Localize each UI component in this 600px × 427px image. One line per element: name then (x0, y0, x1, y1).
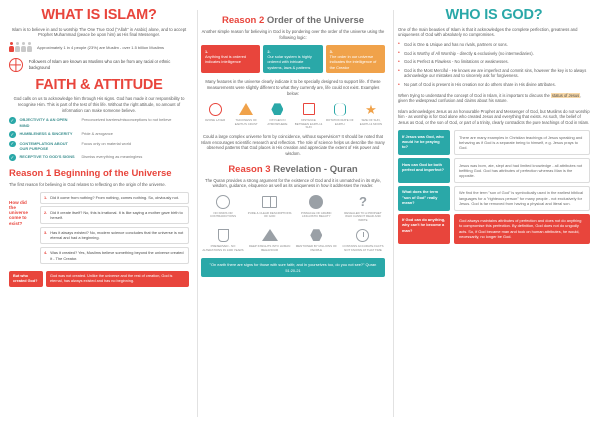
checklist-left-label: RECEPTIVE TO GOD'S SIGNS (19, 154, 75, 160)
person-icon (21, 42, 26, 53)
order-logic-cards (201, 45, 385, 73)
honeycomb-icon (294, 227, 338, 243)
icon-cell (201, 101, 229, 129)
list-item: • God is Perfect & Flawless - No limitations or weaknesses. (398, 59, 590, 65)
icon-cell (295, 101, 323, 129)
column-what-is-islam (0, 0, 196, 427)
card-text: Anything that is ordered indicates intelligence (205, 54, 247, 65)
card-text: Our solar system is highly ordered with intricate systems, laws & patterns (267, 54, 312, 70)
icon-cell (248, 194, 292, 222)
person-icon (9, 42, 14, 53)
list-item (9, 141, 189, 152)
faith-checklist (9, 117, 189, 161)
item-text: Did it create itself? No, this is irrational. It is like saying a mother gave birth to herself. (50, 209, 183, 221)
card-text: The order in our universe indicates the intelligence of the Creator (329, 54, 377, 70)
section-title-faith-attitude: FAITH & ATTITUDE (35, 76, 163, 93)
faith-lead-text: God calls on us to acknowledge him through His signs. God has made it our responsibility to recognise Him. This is part of the test of this life. Without the right attitude, no amount of information can make someone believe. (13, 96, 185, 113)
people-icon-group (9, 42, 32, 53)
list-item (40, 192, 189, 204)
icon-caption: DISTANCE BETWEEN EARTH & SUN (294, 118, 323, 130)
who-is-god-lead: One of the main beauties of Islam is that it acknowledges the complete perfection, greatness and uniqueness of God with absolutely no compromises. (398, 26, 578, 38)
highlight-status-of-jesus: status of Jesus (551, 92, 580, 98)
reason-2-lead: Another simple reason for believing in God is by pondering over the order of the universe using the following logic: (201, 28, 385, 40)
dna-icon (326, 101, 354, 117)
ring-icon (201, 101, 229, 117)
logic-card (201, 45, 260, 73)
checklist-left-label: HUMBLENESS & SINCERITY (19, 131, 73, 137)
icon-cell (248, 227, 292, 252)
item-number: 3. (44, 230, 48, 236)
page-title-who-is-god: WHO IS GOD? (445, 7, 543, 23)
icon-caption: SIZE OF SUN, EARTH & MOON (359, 118, 383, 126)
paragraph-part-a: When trying to understand the concept of God in Islam, it is important to discuss the (398, 92, 551, 98)
icon-cell (326, 101, 354, 129)
item-number: 4. (44, 250, 48, 256)
check-icon (9, 154, 16, 161)
card-number: 2. (267, 48, 271, 54)
qa-question: What does the term "son of God" really mean? (398, 186, 450, 211)
item-number: 2. (44, 209, 48, 215)
circle-filled-icon (294, 194, 338, 210)
icon-caption: PRESERVED - NO ALTERATIONS IN 1400 YEARS (202, 244, 244, 252)
reason-3-number: Reason 3 (228, 163, 271, 175)
qa-question: If God can do anything, why can't he become a man? (398, 214, 450, 244)
icon-caption: THICKNESS OF EARTH'S CRUST (234, 118, 258, 126)
qa-row (398, 214, 590, 244)
icon-cell (341, 227, 385, 252)
section-title-reason-3 (201, 165, 385, 175)
reason-2-closing: Could a large complex universe form by coincidence, without supervision? It should be noted that Islam encourages scientific research and reflection. The role of science helps us describe the many observed patterns that God places in His creation and appreciate the extent of His power and wisdom. (201, 133, 385, 156)
list-item: • God is the Most Merciful - He knows we are imperfect and commit sins, however the key is to always acknowledge our mistakes and to sincerely ask for forgiveness. (398, 68, 590, 79)
qa-question: If Jesus was God, who would he be praying to? (398, 130, 450, 155)
qa-row (398, 158, 590, 183)
card-number: 3. (329, 48, 333, 54)
triangle-icon (232, 101, 260, 117)
checklist-right-label: Preconceived barriers/misconceptions to not believe (81, 117, 172, 123)
checklist-right-label: Dismiss everything as meaningless (81, 154, 143, 160)
reason-2-body: Many features in the universe clearly indicate it to be specially designed to support life. If these measurements were slightly different to what they currently are, life could not exist. Examples below: (205, 79, 381, 96)
item-text: Has it always existed? No, modern science concludes that the universe is not eternal and had a beginning. (50, 230, 184, 241)
quran-icons-row-2 (201, 227, 385, 252)
square-icon (295, 101, 323, 117)
icon-cell (201, 194, 245, 222)
qa-row (398, 186, 590, 211)
hexagon-icon (263, 101, 291, 117)
checklist-right-label: Focus only on material world (81, 140, 132, 146)
mountain-icon (248, 227, 292, 243)
list-item (9, 131, 189, 138)
list-item (9, 117, 189, 128)
reason-3-title: Revelation - Quran (273, 163, 358, 175)
islam-lead-text: Islam is to believe in and to worship The One True God ("Allah" in Arabic) alone, and to accept Prophet Muhammad (peace be upon him) as His final Messenger. (11, 26, 187, 38)
icon-cell (341, 194, 385, 222)
clock-icon (341, 227, 385, 243)
person-icon (27, 42, 32, 53)
item-number: 1. (44, 195, 48, 201)
check-icon (9, 117, 16, 124)
god-attributes-list (398, 42, 590, 88)
who-created-god-callout (9, 271, 189, 287)
list-item (40, 247, 189, 265)
icon-caption: ROTATION RATE OF EARTH (325, 118, 354, 126)
logic-card (263, 45, 322, 73)
paragraph-part-b: , given the widespread confusion and claims about his nature. (398, 92, 582, 104)
stat-muslim-population (9, 42, 189, 53)
quran-quote-banner: "On earth there are signs for those with sure faith; and in yourselves too, do you not see?" Quran 51:20-21 (201, 258, 385, 277)
list-item (40, 227, 189, 245)
qa-answer: Jesus was born, ate, slept and had limited knowledge - all attributes not befitting God. God has attributes of perfection whereas Man is the opposite. (454, 158, 590, 183)
qa-list (398, 130, 590, 243)
column-reasons (196, 0, 392, 427)
qa-answer: God always maintains attributes of perfection and does not do anything to compromise this perfection. By definition, God does not do ungodly acts. So, if God became man and took on human attributes, he would, necessarily, no longer be God. (454, 214, 590, 244)
list-item: • God is Worthy of All Worship - directly & exclusively (no intermediaries). (398, 51, 590, 57)
callout-answer: God was not created. Unlike the universe and the rest of creation, God is eternal, has always existed and has no beginning. (46, 271, 189, 287)
icon-caption: CONTAINS ACCURATE FACTS NOT KNOWN AT THAT TIME (342, 244, 384, 252)
reason-3-lead: The Quran provides a strong argument for the existence of God and it is unmatched in its style, wisdom, guidance, eloquence as well as its uniqueness in how it addresses the reader. (205, 177, 381, 189)
check-icon (9, 141, 16, 148)
checklist-right-label: Pride & arrogance (81, 131, 113, 137)
star-icon: ★ (365, 101, 377, 117)
qa-answer: There are many examples in Christian teachings of Jesus speaking and behaving as if God is a separate being to himself, e.g. Jesus prays to God. (454, 130, 590, 155)
book-icon (248, 194, 292, 210)
stat-muslim-diversity (9, 58, 189, 72)
icon-cell (263, 101, 291, 129)
circle-outline-icon (201, 194, 245, 210)
flask-icon (201, 227, 245, 243)
icon-caption: OXYGEN IN ATMOSPHERE (267, 118, 288, 126)
icon-cell (232, 101, 260, 129)
icon-caption: REVEALED TO A PROPHET WHO CANNOT READ AND WRITE (344, 210, 382, 222)
origin-question-label: How did the universe come to exist? (9, 199, 28, 226)
card-number: 1. (205, 48, 209, 54)
icon-caption: NO KINDS OR CONTRADICTIONS (209, 210, 237, 219)
quran-icons-row-1 (201, 194, 385, 222)
list-item (40, 206, 189, 224)
question-icon: ? (358, 193, 367, 209)
section-title-reason-1: Reason 1 Beginning of the Universe (9, 167, 172, 179)
item-text: Was it created? Yes, Muslims believe something beyond the universe created it - The Creator. (50, 250, 184, 261)
qa-answer: We find the term "son of God" is symbolically used in the earliest biblical languages for a "righteous person" for many people - not exclusively for Jesus. God is far removed from having a physical and literal son. (454, 186, 590, 211)
qa-row (398, 130, 590, 155)
reason-2-number: Reason 2 (221, 15, 265, 26)
origin-answer-list (40, 192, 189, 267)
section-title-reason-2 (201, 16, 385, 26)
check-icon (9, 131, 16, 138)
list-item: • God is One & Unique and has no rivals, partners or sons. (398, 42, 590, 48)
stat-muslim-diversity-text: Followers of Islam are known as Muslims who can be from any racial or ethnic background (28, 59, 171, 70)
list-item: • No part of God is present in His creation nor do others share in His divine attributes. (398, 82, 590, 88)
callout-question: But who created God? (9, 271, 43, 287)
jesus-status-paragraph (398, 93, 590, 104)
qa-question: How can God be both perfect and imperfect? (398, 158, 450, 183)
list-item (9, 154, 189, 161)
reason-1-lead: The first reason for believing in God relates to reflecting on the origin of the universe. (9, 181, 166, 187)
page-title-what-is-islam: WHAT IS ISLAM? (41, 7, 157, 23)
jesus-explanation-paragraph: Islam acknowledges Jesus as an honourable Prophet and Messenger of God, but Muslims do not worship him - as worship is for God alone who created Jesus and everything that exists. As such, the belief of Jesus as God, or the son of God, or part of a trinity, clearly contradicts the pure teachings of God in Islam. (398, 108, 590, 125)
logic-card (326, 45, 385, 73)
column-who-is-god (392, 0, 600, 427)
item-text: Did it come from nothing? From nothing, comes nothing. So, obviously not. (50, 195, 179, 201)
icon-caption: PINNACLE OF ARABIC LINGUISTIC BEAUTY (300, 210, 332, 219)
checklist-left-label: CONTEMPLATION ABOUT OUR PURPOSE (19, 140, 68, 152)
fine-tuning-icons (201, 101, 385, 129)
stat-muslim-population-text: Approximately 1 in 4 people (23%) are Muslim - over 1.5 billion Muslims (37, 44, 164, 50)
icon-caption: PURE & CLEAR DESCRIPTIONS OF GOD (247, 210, 292, 219)
icon-cell (294, 194, 338, 222)
checklist-left-label: OBJECTIVITY & AN OPEN MIND (19, 117, 68, 128)
globe-icon (9, 58, 23, 72)
icon-cell (294, 227, 338, 252)
origin-question-block (9, 192, 189, 267)
person-icon (15, 42, 20, 53)
icon-cell (201, 227, 245, 252)
icon-caption: DEEP INSIGHTS INTO HUMAN BEHAVIOUR (248, 244, 291, 252)
reason-2-title: Order of the Universe (266, 15, 365, 26)
icon-caption: MENTIONED BY MILLIONS OF PEOPLE (295, 244, 337, 252)
icon-cell (357, 101, 385, 129)
icon-caption: OZONE LAYER (204, 118, 226, 123)
